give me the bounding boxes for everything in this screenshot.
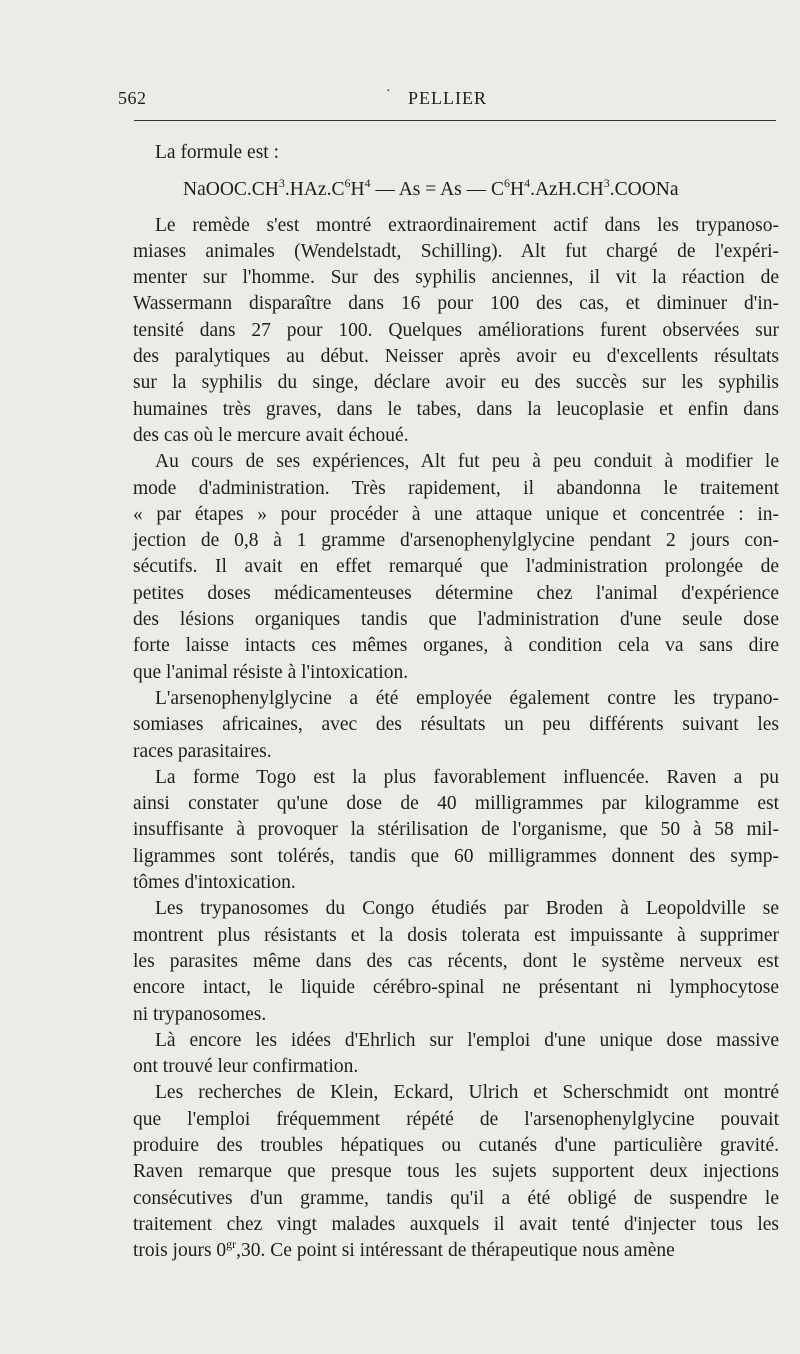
formula-intro: La formule est :	[155, 142, 279, 163]
body-text	[133, 140, 779, 1264]
page-number: 562	[118, 88, 147, 108]
text-line: Là encore les idées d'Ehrlich sur l'emploi d'une unique dose massive	[155, 1029, 779, 1051]
text-line: tômes d'intoxication.	[133, 872, 296, 894]
text-line: menter sur l'homme. Sur des syphilis anciennes, il vit la réaction de	[133, 267, 779, 289]
text-line: La forme Togo est la plus favorablement influencée. Raven a pu	[155, 766, 779, 788]
running-title: PELLIER	[408, 88, 487, 108]
text-line: races parasitaires.	[133, 740, 272, 762]
text-line: mode d'administration. Très rapidement, il abandonna le traitement	[133, 477, 779, 499]
text-line: Raven remarque que presque tous les sujets supportent deux injections	[133, 1161, 779, 1183]
text-line: que l'animal résiste à l'intoxication.	[133, 661, 409, 683]
text-line: sécutifs. Il avait en effet remarqué que l'administration prolongée de	[133, 556, 779, 578]
text-line: forte laisse intacts ces mêmes organes, à condition cela va sans dire	[133, 635, 779, 657]
final-line: trois jours $0^{gr},30$. Ce point si intéressant de thérapeutique nous amène	[133, 1236, 675, 1262]
text-line: ont trouvé leur confirmation.	[133, 1056, 359, 1078]
text-line: humaines très graves, dans le tabes, dans la leucoplasie et enfin dans	[133, 398, 779, 420]
text-line: Les trypanosomes du Congo étudiés par Broden à Leopoldville se	[155, 898, 779, 920]
text-line: jection de 0,8 à 1 gramme d'arsenophenylglycine pendant 2 jours con-	[133, 530, 779, 552]
text-line: traitement chez vingt malades auxquels il avait tenté d'injecter tous les	[133, 1213, 779, 1235]
text-line: somiases africaines, avec des résultats un peu différents suivant les	[133, 714, 779, 736]
text-line: Au cours de ses expériences, Alt fut peu à peu conduit à modifier le	[155, 451, 779, 473]
text-line: miases animales (Wendelstadt, Schilling). Alt fut chargé de l'expéri-	[133, 240, 779, 262]
paragraphs	[133, 213, 779, 1239]
header-separator: ·	[386, 84, 391, 99]
header-rule	[134, 120, 776, 121]
text-line: ligrammes sont tolérés, tandis que 60 milligrammes donnent des symp-	[133, 845, 779, 867]
text-line: sur la syphilis du singe, déclare avoir eu des succès sur les syphilis	[133, 372, 779, 394]
text-line: les parasites même dans des cas récents, dont le système nerveux est	[133, 950, 779, 972]
text-line: des cas où le mercure avait échoué.	[133, 424, 409, 446]
text-line: tensité dans 27 pour 100. Quelques améliorations furent observées sur	[133, 319, 779, 341]
text-line: des lésions organiques tandis que l'administration d'une seule dose	[133, 609, 779, 631]
text-line: produire des troubles hépatiques ou cutanés d'une particulière gravité.	[133, 1134, 779, 1156]
chemical-formula: $NaOOC.CH^3.HAz.C^6H^4$ — As = As — $C^6H^4.AzH.CH^3.COONa$	[183, 175, 679, 201]
text-line: ni trypanosomes.	[133, 1003, 267, 1025]
text-line: que l'emploi fréquemment répété de l'arsenophenylglycine pouvait	[133, 1108, 779, 1130]
text-line: ainsi constater qu'une dose de 40 milligrammes par kilogramme est	[133, 793, 779, 815]
text-line: montrent plus résistants et la dosis tolerata est impuissante à supprimer	[133, 924, 779, 946]
text-line: insuffisante à provoquer la stérilisation de l'organisme, que 50 à 58 mil-	[133, 819, 779, 841]
text-line: Wassermann disparaître dans 16 pour 100 des cas, et diminuer d'in-	[133, 293, 779, 315]
text-line: petites doses médicamenteuses détermine chez l'animal d'expérience	[133, 582, 779, 604]
text-line: Le remède s'est montré extraordinairement actif dans les trypanoso-	[155, 214, 779, 236]
text-line: consécutives d'un gramme, tandis qu'il a été obligé de suspendre le	[133, 1187, 779, 1209]
running-header	[118, 84, 778, 114]
text-line: Les recherches de Klein, Eckard, Ulrich et Scherschmidt ont montré	[155, 1082, 779, 1104]
text-line: L'arsenophenylglycine a été employée également contre les trypano-	[155, 687, 779, 709]
text-line: des paralytiques au début. Neisser après avoir eu d'excellents résultats	[133, 346, 779, 368]
text-line: encore intact, le liquide cérébro-spinal ne présentant ni lymphocytose	[133, 977, 779, 999]
text-line: « par étapes » pour procéder à une attaque unique et concentrée : in-	[133, 503, 779, 525]
